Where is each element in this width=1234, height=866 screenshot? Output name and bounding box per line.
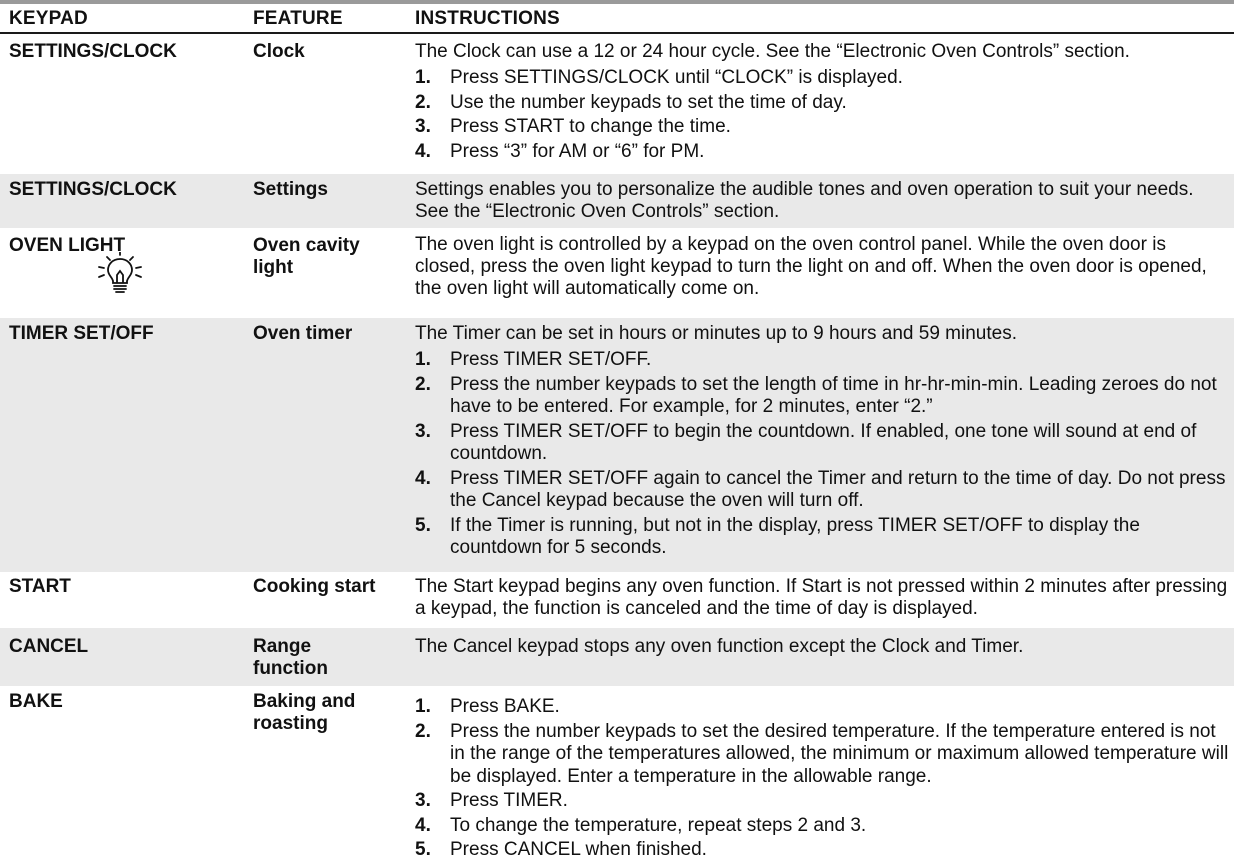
instructions-intro: The Start keypad begins any oven function. If Start is not pressed within 2 minutes after pressing a keypad, the function is canceled and the time of day is displayed.: [415, 576, 1228, 619]
table-row-settings: [0, 174, 1234, 228]
keypad-name: SETTINGS/CLOCK: [9, 179, 177, 200]
table-row-oven-light: [0, 228, 1234, 318]
step-number: 1.: [415, 349, 431, 370]
instructions-intro: The Clock can use a 12 or 24 hour cycle. See the “Electronic Oven Controls” section.: [415, 41, 1130, 62]
step-number: 4.: [415, 140, 431, 162]
feature-name: Cooking start: [253, 576, 376, 597]
step-text: Press BAKE.: [450, 696, 560, 717]
header-keypad: KEYPAD: [9, 8, 88, 29]
table-row-timer: [0, 318, 1234, 572]
step-text: Press SETTINGS/CLOCK until “CLOCK” is displayed.: [450, 67, 903, 88]
feature-name: Baking and roasting: [253, 691, 356, 734]
header-instructions: INSTRUCTIONS: [415, 8, 560, 29]
header-feature: FEATURE: [253, 8, 343, 29]
step-item: [415, 839, 1230, 862]
step-text: To change the temperature, repeat steps 2 and 3.: [450, 814, 867, 836]
keypad-name: SETTINGS/CLOCK: [9, 41, 177, 62]
feature-name: Clock: [253, 41, 305, 62]
instructions-cell: [415, 41, 1230, 163]
table-row-cancel: [0, 628, 1234, 686]
step-item: [415, 721, 1230, 789]
feature-name: Settings: [253, 179, 328, 200]
step-number: 2.: [415, 373, 431, 395]
step-item: [415, 696, 1230, 719]
step-number: 5.: [415, 839, 431, 860]
instructions-intro: The oven light is controlled by a keypad on the oven control panel. While the oven door is closed, press the oven light keypad to turn the light on and off. When the oven door is opened, the oven light will automatically come on.: [415, 234, 1207, 299]
keypad-name: START: [9, 576, 71, 597]
step-text: Press the number keypads to set the desired temperature. If the temperature entered is not in the range of the temperatures allowed, the minimum or maximum allowed temperature will be displayed. Enter a temperature in the allowable range.: [450, 720, 1229, 787]
table-header: [0, 4, 1234, 34]
step-text: Press CANCEL when finished.: [450, 839, 707, 860]
step-text: If the Timer is running, but not in the display, press TIMER SET/OFF to display the countdown for 5 seconds.: [450, 514, 1140, 558]
step-number: 4.: [415, 814, 431, 836]
step-text: Press TIMER.: [450, 790, 568, 811]
step-number: 1.: [415, 67, 431, 88]
step-number: 3.: [415, 116, 431, 137]
step-item: [415, 374, 1230, 419]
step-text: Press TIMER SET/OFF.: [450, 349, 652, 370]
table-row-clock: [0, 36, 1234, 174]
feature-name: Range function: [253, 636, 328, 679]
step-item: [415, 468, 1230, 513]
instructions-cell: [415, 694, 1230, 862]
instructions-intro: The Cancel keypad stops any oven function except the Clock and Timer.: [415, 636, 1024, 657]
steps-list: [415, 67, 1230, 163]
table-row-bake: [0, 686, 1234, 866]
step-item: [415, 790, 1230, 813]
keypad-name: BAKE: [9, 691, 63, 712]
step-item: [415, 141, 1230, 164]
step-text: Press “3” for AM or “6” for PM.: [450, 140, 705, 162]
steps-list: [415, 349, 1230, 560]
step-number: 2.: [415, 720, 431, 742]
step-text: Press TIMER SET/OFF to begin the countdown. If enabled, one tone will sound at end of countdown.: [450, 420, 1197, 464]
light-bulb-icon: [96, 252, 144, 296]
step-number: 1.: [415, 696, 431, 717]
step-text: Use the number keypads to set the time of day.: [450, 91, 847, 113]
instructions-intro: Settings enables you to personalize the audible tones and oven operation to suit your needs. See the “Electronic Oven Controls” section.: [415, 179, 1194, 222]
keypad-name: TIMER SET/OFF: [9, 323, 154, 344]
step-text: Press START to change the time.: [450, 116, 731, 137]
step-item: [415, 515, 1230, 560]
step-number: 3.: [415, 790, 431, 811]
step-item: [415, 116, 1230, 139]
step-item: [415, 349, 1230, 372]
step-text: Press TIMER SET/OFF again to cancel the Timer and return to the time of day. Do not press the Cancel keypad because the oven will turn off.: [450, 467, 1226, 511]
step-item: [415, 815, 1230, 838]
instructions-intro: The Timer can be set in hours or minutes up to 9 hours and 59 minutes.: [415, 323, 1017, 344]
step-number: 5.: [415, 514, 431, 536]
step-item: [415, 67, 1230, 90]
step-text: Press the number keypads to set the length of time in hr-hr-min-min. Leading zeroes do not have to be entered. For example, for 2 minutes, enter “2.”: [450, 373, 1217, 417]
table-row-start: [0, 572, 1234, 628]
instructions-cell: [415, 323, 1230, 560]
step-number: 2.: [415, 91, 431, 113]
step-number: 4.: [415, 467, 431, 489]
feature-name: Oven cavity light: [253, 235, 360, 278]
keypad-name: OVEN LIGHT: [9, 235, 126, 256]
steps-list: [415, 696, 1230, 862]
keypad-name: CANCEL: [9, 636, 89, 657]
step-number: 3.: [415, 420, 431, 442]
step-item: [415, 92, 1230, 115]
step-item: [415, 421, 1230, 466]
feature-name: Oven timer: [253, 323, 353, 344]
